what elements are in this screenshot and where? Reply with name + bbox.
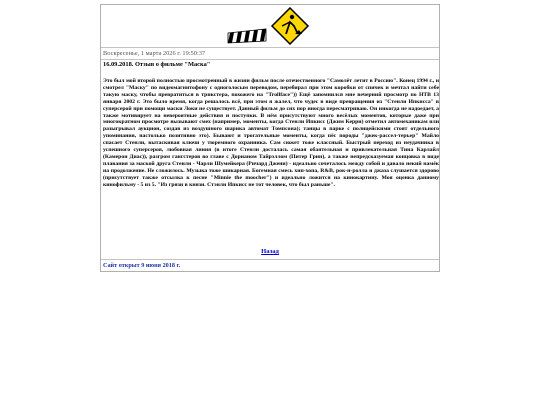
datetime-line: Воскресенье, 1 марта 2026 г. 19:50:37 [101,48,439,60]
article-content [101,60,439,260]
back-link-row [101,248,439,255]
page-frame [100,4,440,272]
header-logo-row [101,5,439,48]
site-opened-footer: Сайт открыт 9 июня 2018 г. [103,262,181,269]
article-title: 16.09.2018. Отзыв о фильме "Маска" [103,61,211,68]
back-link[interactable]: Назад [261,248,279,255]
roadwork-sign-logo-icon [224,7,322,45]
article-body: Это был мой второй полностью просмотренный в жизни фильм после отечественного "Самолёт летит в Россию". Конец 1994 г., и смотрел "Маску" по видеомагнитофону с одноголосым переводом, перебирал при этом коробки от спичек и мечтал найти себе такую маску, чтобы превратиться в трикстера, похожего на "Trollface")) Ещё запомнился мне вечерний просмотр по НТВ 13 января 2002 г. Это было время, когда решалось всё, при этом я жалел, что чудес в виде превращения из "Стенли Ипкисса" в суперсерой при помощи маски Локи не существует. Данный фильм до сих пор иногда пересматриваю. Он никогда не надоедает, а также мотивирует на невероятные действия и поступки. В нём присутствуют много весёлых моментов, которые даже при многократном просмотре вызывают смех (например, моменты, когда Стенли Ипкисс (Джим Керри) отметил автомеханикам или разыгрывал аукцион, создав из воздушного шарика автомат Томпсона); танцы в парке с полицейскими стоят отдельного упоминания, настолько позитивно это). Бывают и трогательные моменты, когда пёс породы "джек-рассел-терьер" Майло спасает Стенли, вытаскивая ключи у тюремного охранника. Сам сюжет тоже классный. Быстрый переход из неудачника в успешного суперсероя, любовная линия (в итоге Стенли досталась самая обаятельная и привлекательная Тина Карлайл (Камерон Диас)), разгром гангстеров во главе с Дорианом Тайрэллом (Питер Грин), а также непредсказуемая концовка в виде плавания за маской друга Стенли - Чарли Шумейкера (Ричард Джени) - идеально сочеталось между собой и давало некий намёк на продолжение. Не сложилось. Музыка тоже шикарная. Богемная смесь хип-хопа, R&B, рок-н-ролла и джаза слушается здорово (присутствует также отсылка к песне "Minnie the moocher") и идеально ложится на кинокартину. Моя оценка данному кинофильму - 5 из 5. "Из грязи в князи. Стэнли Ипкисс не тот человек, что был раньше". [103,78,439,188]
